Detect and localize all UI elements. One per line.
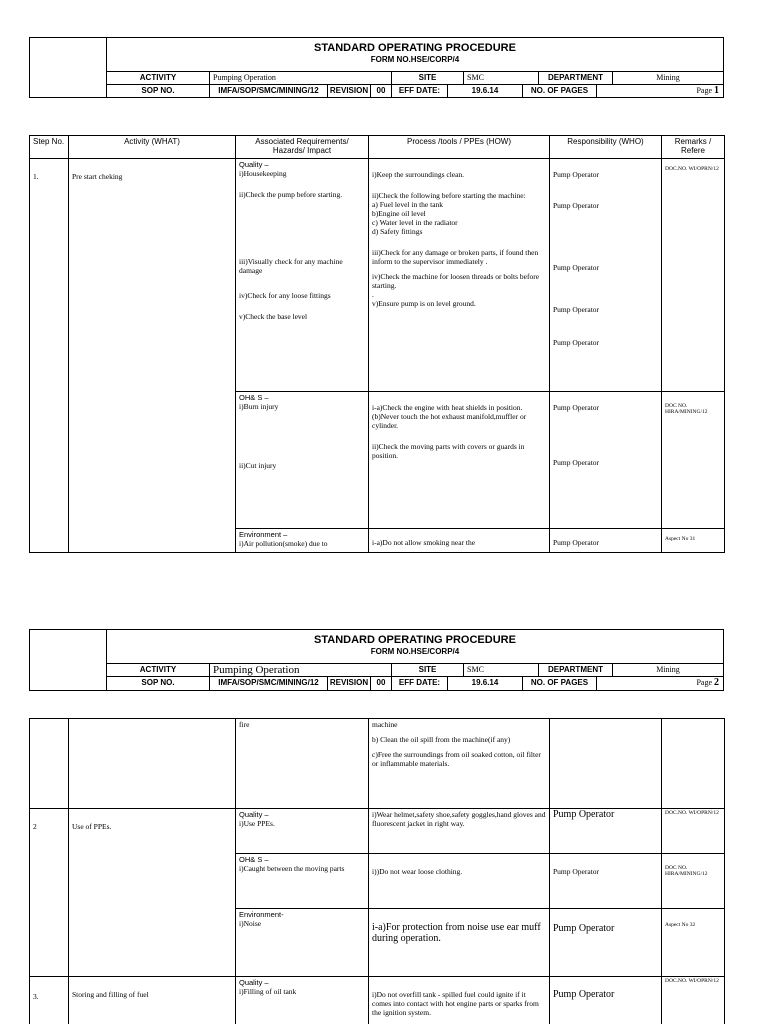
env-remark: Aspect No 31 xyxy=(662,529,725,553)
activity-label: ACTIVITY xyxy=(107,664,210,676)
department-value: Mining xyxy=(656,665,680,674)
env-responsibility: Pump Operator xyxy=(550,529,662,553)
sop-no-value: IMFA/SOP/SMC/MINING/12 xyxy=(210,677,328,690)
header-row-sop xyxy=(107,85,723,98)
eff-date-label: EFF DATE: xyxy=(392,677,448,690)
env-requirements: Environment- i)Noise xyxy=(236,909,369,977)
page-number: Page 1 xyxy=(696,85,719,96)
sop-header-page-2 xyxy=(29,629,724,691)
quality-remark: DOC.NO. WI/OPRN/12 xyxy=(662,159,725,392)
quality-process: i)Do not overfill tank - spilled fuel could ignite if it comes into contact with hot engine parts or sparks from the ignition system. xyxy=(369,977,550,1024)
step-activity: Use of PPEs. xyxy=(69,809,236,977)
step-activity: Pre start cheking xyxy=(69,159,236,553)
ohs-remark: DOC NO. HIRA/MINING/12 xyxy=(662,854,725,909)
sop-no-label: SOP NO. xyxy=(107,677,210,690)
revision-label: REVISION xyxy=(328,677,371,690)
department-label: DEPARTMENT xyxy=(539,664,613,676)
cont-responsibility xyxy=(550,719,662,809)
department-label: DEPARTMENT xyxy=(539,72,613,84)
activity-value: Pumping Operation xyxy=(210,72,392,84)
table-row xyxy=(30,159,725,392)
pages-label: NO. OF PAGES xyxy=(523,85,597,98)
header-row-activity xyxy=(107,72,723,85)
env-process: i-a)For protection from noise use ear muff during operation. xyxy=(369,909,550,977)
env-remark: Aspect No 32 xyxy=(662,909,725,977)
col-requirements: Associated Requirements/ Hazards/ Impact xyxy=(236,136,369,159)
step-number: 1. xyxy=(30,159,69,553)
quality-process: i)Wear helmet,safety shoe,safety goggles,hand gloves and fluorescent jacket in right way. xyxy=(369,809,550,854)
revision-label: REVISION xyxy=(328,85,371,98)
page-title: STANDARD OPERATING PROCEDURE xyxy=(314,42,516,54)
form-number: FORM NO.HSE/CORP/4 xyxy=(370,55,460,64)
step-number: 3. xyxy=(30,977,69,1024)
env-process: i-a)Do not allow smoking near the xyxy=(369,529,550,553)
header-row-activity xyxy=(107,664,723,677)
sop-no-label: SOP NO. xyxy=(107,85,210,98)
ohs-requirements: OH& S – i)Caught between the moving parts xyxy=(236,854,369,909)
quality-responsibility: Pump Operator xyxy=(550,809,662,854)
eff-date-label: EFF DATE: xyxy=(392,85,448,98)
cont-requirements: fire xyxy=(236,719,369,809)
quality-requirements: Quality – i)Housekeeping ii)Check the pump before starting. iii)Visually check for any machine damage iv)Check for any loose fittings v)Check the base level xyxy=(236,159,369,392)
quality-responsibility: Pump Operator Pump Operator Pump Operator Pump Operator Pump Operator xyxy=(550,159,662,392)
quality-requirements: Quality – i)Filling of oil tank xyxy=(236,977,369,1024)
logo-cell xyxy=(30,630,107,690)
quality-remark: DOC.NO. WI/OPRN/12 xyxy=(662,977,725,1024)
revision-value: 00 xyxy=(371,85,392,98)
col-activity: Activity (WHAT) xyxy=(69,136,236,159)
pages-label: NO. OF PAGES xyxy=(523,677,597,690)
page-number: Page 2 xyxy=(696,677,719,688)
table-row xyxy=(30,977,725,1024)
department-value: Mining xyxy=(656,73,680,82)
site-label: SITE xyxy=(392,664,464,676)
step-number: 2 xyxy=(30,809,69,977)
sop-header-page-1 xyxy=(29,37,724,98)
quality-remark: DOC.NO. WI/OPRN/12 xyxy=(662,809,725,854)
ohs-responsibility: Pump Operator xyxy=(550,854,662,909)
activity-label: ACTIVITY xyxy=(107,72,210,84)
site-label: SITE xyxy=(392,72,464,84)
site-value: SMC xyxy=(464,664,539,676)
ohs-requirements: OH& S – i)Burn injury ii)Cut injury xyxy=(236,392,369,529)
cont-remark xyxy=(662,719,725,809)
ohs-process: i-a)Check the engine with heat shields in position. (b)Never touch the hot exhaust manifold,muffler or cylinder. ii)Check the moving parts with covers or guards in position. xyxy=(369,392,550,529)
eff-date-value: 19.6.14 xyxy=(448,677,523,690)
page-title: STANDARD OPERATING PROCEDURE xyxy=(314,634,516,646)
eff-date-value: 19.6.14 xyxy=(448,85,523,98)
cont-process: machine b) Clean the oil spill from the machine(if any) c)Free the surroundings from oil soaked cotton, oil filter or inflammable materials. xyxy=(369,719,550,809)
quality-requirements: Quality – i)Use PPEs. xyxy=(236,809,369,854)
header-row-sop xyxy=(107,677,723,690)
site-value: SMC xyxy=(464,72,539,84)
quality-responsibility: Pump Operator xyxy=(550,977,662,1024)
step-activity xyxy=(69,719,236,809)
sop-table-page-2 xyxy=(29,718,725,1024)
table-header-row xyxy=(30,136,725,159)
revision-value: 00 xyxy=(371,677,392,690)
env-responsibility: Pump Operator xyxy=(550,909,662,977)
ohs-process: i))Do not wear loose clothing. xyxy=(369,854,550,909)
col-responsibility: Responsibility (WHO) xyxy=(550,136,662,159)
col-remarks: Remarks / Refere xyxy=(662,136,725,159)
col-process: Process /tools / PPEs (HOW) xyxy=(369,136,550,159)
form-number: FORM NO.HSE/CORP/4 xyxy=(370,647,460,656)
step-activity: Storing and filling of fuel xyxy=(69,977,236,1024)
logo-cell xyxy=(30,38,107,97)
title-block xyxy=(107,38,723,72)
ohs-responsibility: Pump Operator Pump Operator xyxy=(550,392,662,529)
sop-table-page-1 xyxy=(29,135,725,553)
title-block xyxy=(107,630,723,664)
quality-process: i)Keep the surroundings clean. ii)Check the following before starting the machine: a) Fuel level in the tank b)Engine oil level c) Water level in the radiator d) Safety fittings iii)Check for any damage or broken parts, if found then inform to the supervisor immediately . iv)Check the machine for loosen threads or bolts before starting. . v)Ensure pump is on level ground. xyxy=(369,159,550,392)
activity-value: Pumping Operation xyxy=(210,664,392,676)
table-row xyxy=(30,809,725,854)
sop-no-value: IMFA/SOP/SMC/MINING/12 xyxy=(210,85,328,98)
table-row xyxy=(30,719,725,809)
ohs-remark: DOC NO. HIRA/MINING/12 xyxy=(662,392,725,529)
env-requirements: Environment – i)Air pollution(smoke) due to xyxy=(236,529,369,553)
col-step-no: Step No. xyxy=(30,136,69,159)
step-number xyxy=(30,719,69,809)
